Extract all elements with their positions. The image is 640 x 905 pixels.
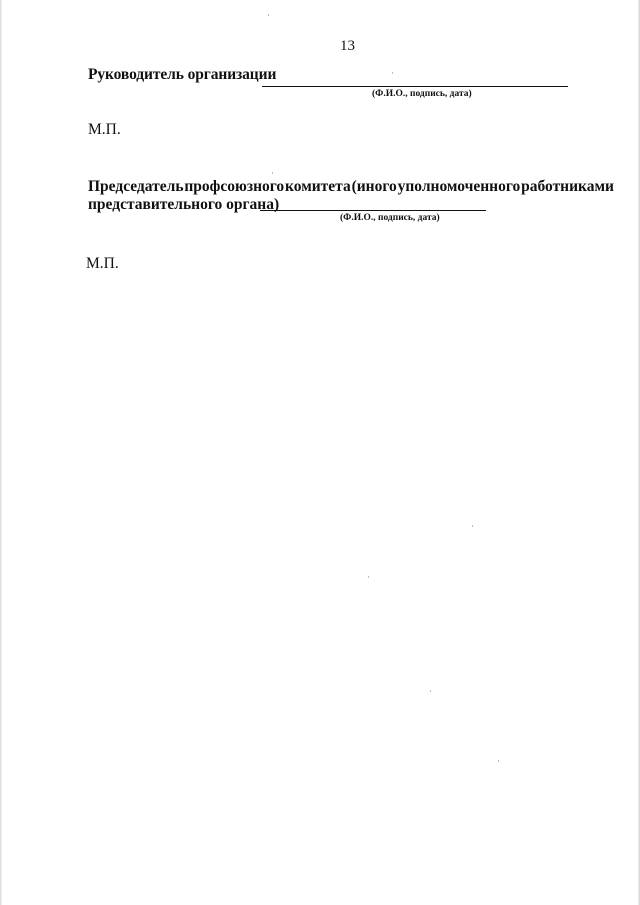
stamp-placeholder-1: М.П. (88, 121, 121, 138)
scan-speck (392, 72, 393, 74)
scan-speck (498, 760, 499, 762)
head-signature-caption: (Ф.И.О., подпись, дата) (372, 89, 472, 99)
scan-edge-left (0, 0, 2, 905)
scan-speck (430, 690, 431, 692)
chairman-word: профсоюзного (184, 178, 285, 195)
chairman-paragraph (88, 178, 614, 214)
chairman-signature-line (260, 210, 486, 211)
chairman-word: уполномоченного (397, 178, 521, 195)
chairman-line-2: представительного органа) (88, 196, 280, 213)
chairman-signature-caption: (Ф.И.О., подпись, дата) (340, 213, 440, 223)
head-signature-line (262, 86, 568, 87)
chairman-word: работниками (521, 178, 614, 195)
scan-speck (368, 576, 369, 578)
scan-speck (472, 525, 473, 527)
page-number: 13 (340, 38, 355, 54)
scan-speck (272, 172, 273, 174)
scan-speck (268, 14, 269, 16)
chairman-word: комитета (285, 178, 351, 195)
head-of-organization-label: Руководитель организации (88, 66, 277, 83)
chairman-word: (иного (351, 178, 397, 195)
chairman-line-1 (88, 178, 614, 196)
stamp-placeholder-2: М.П. (86, 255, 119, 272)
chairman-word: Председатель (88, 178, 184, 195)
